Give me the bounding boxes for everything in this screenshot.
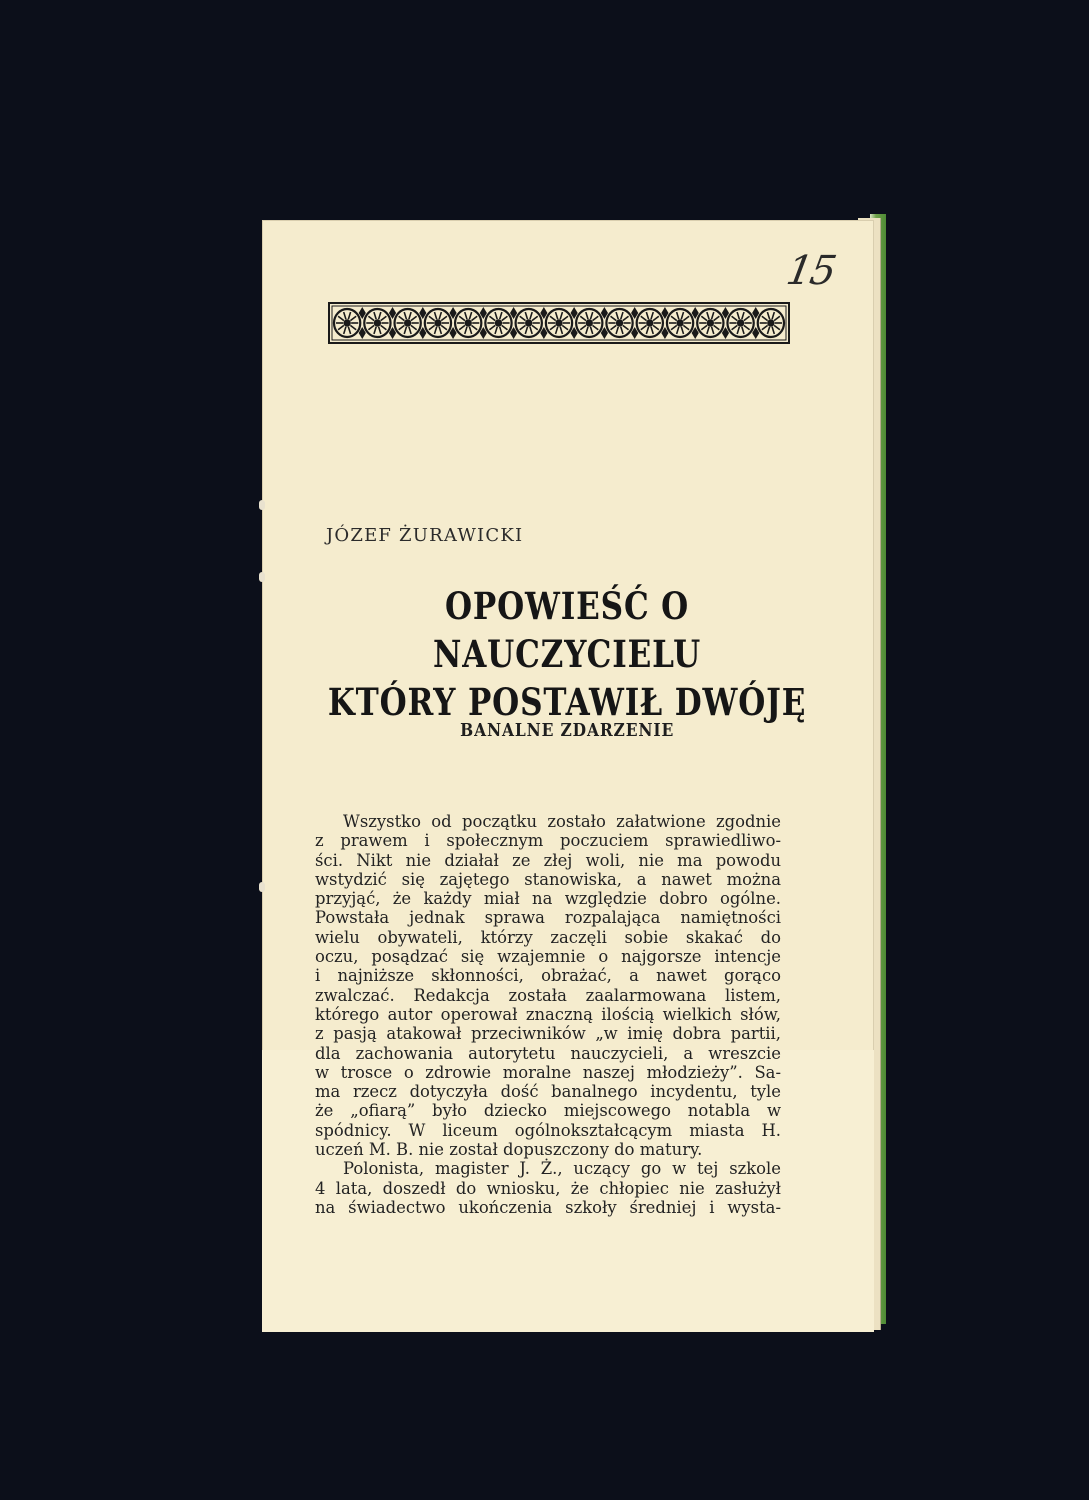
title-line-1: OPOWIEŚĆ O NAUCZYCIELU [432, 584, 702, 676]
document-page [262, 220, 874, 1332]
body-line: Polonista, magister J. Ż., uczący go w tej szkole [343, 1159, 781, 1179]
body-line: uczeń M. B. nie został dopuszczony do matury. [315, 1140, 703, 1160]
body-line: przyjąć, że każdy miał na względzie dobro ogólne. [315, 889, 781, 909]
body-line: ści. Nikt nie działał ze złej woli, nie ma powodu [315, 850, 781, 870]
article-title [310, 582, 824, 726]
body-line: w trosce o zdrowie moralne naszej młodzieży”. Sa- [315, 1062, 781, 1082]
body-line: 4 lata, doszedł do wniosku, że chłopiec nie zasłużył [315, 1178, 781, 1198]
article-body [315, 812, 781, 1217]
body-line: wielu obywateli, którzy zaczęli sobie skakać do [315, 927, 781, 947]
binding-punch-mark [259, 572, 265, 582]
body-line: spódnicy. W liceum ogólnokształcącym miasta H. [315, 1120, 781, 1140]
body-line: wstydzić się zajętego stanowiska, a nawet można [315, 869, 781, 889]
body-line: na świadectwo ukończenia szkoły średniej i wysta- [315, 1197, 781, 1217]
body-line: i najniższe skłonności, obrażać, a nawet gorąco [315, 966, 781, 986]
body-line: z prawem i społecznym poczuciem sprawiedliwo- [315, 831, 781, 851]
handwritten-page-number: 15 [782, 248, 838, 294]
body-line: Powstała jednak sprawa rozpalająca namiętności [315, 908, 781, 928]
section-subtitle: BANALNE ZDARZENIE [460, 720, 675, 741]
body-line: dla zachowania autorytetu nauczycieli, a wreszcie [315, 1043, 781, 1063]
body-line: Wszystko od początku zostało załatwione zgodnie [343, 812, 781, 831]
title-line-2: KTÓRY POSTAWIŁ DWÓJĘ [327, 680, 807, 724]
body-line: ma rzecz dotyczyła dość banalnego incydentu, tyle [315, 1082, 781, 1102]
body-line: oczu, posądzać się wzajemnie o najgorsze intencje [315, 947, 781, 967]
body-line: którego autor operował znaczną ilością wielkich słów, [315, 1004, 781, 1024]
body-line: z pasją atakował przeciwników „w imię dobra partii, [315, 1024, 781, 1044]
decorative-ornament-border [328, 299, 790, 347]
author-name: JÓZEF ŻURAWICKI [326, 525, 524, 546]
body-line: zwalczać. Redakcja została zaalarmowana listem, [315, 985, 781, 1005]
body-line: że „ofiarą” było dziecko miejscowego notabla w [315, 1101, 781, 1121]
binding-punch-mark [259, 882, 265, 892]
binding-punch-mark [259, 500, 265, 510]
